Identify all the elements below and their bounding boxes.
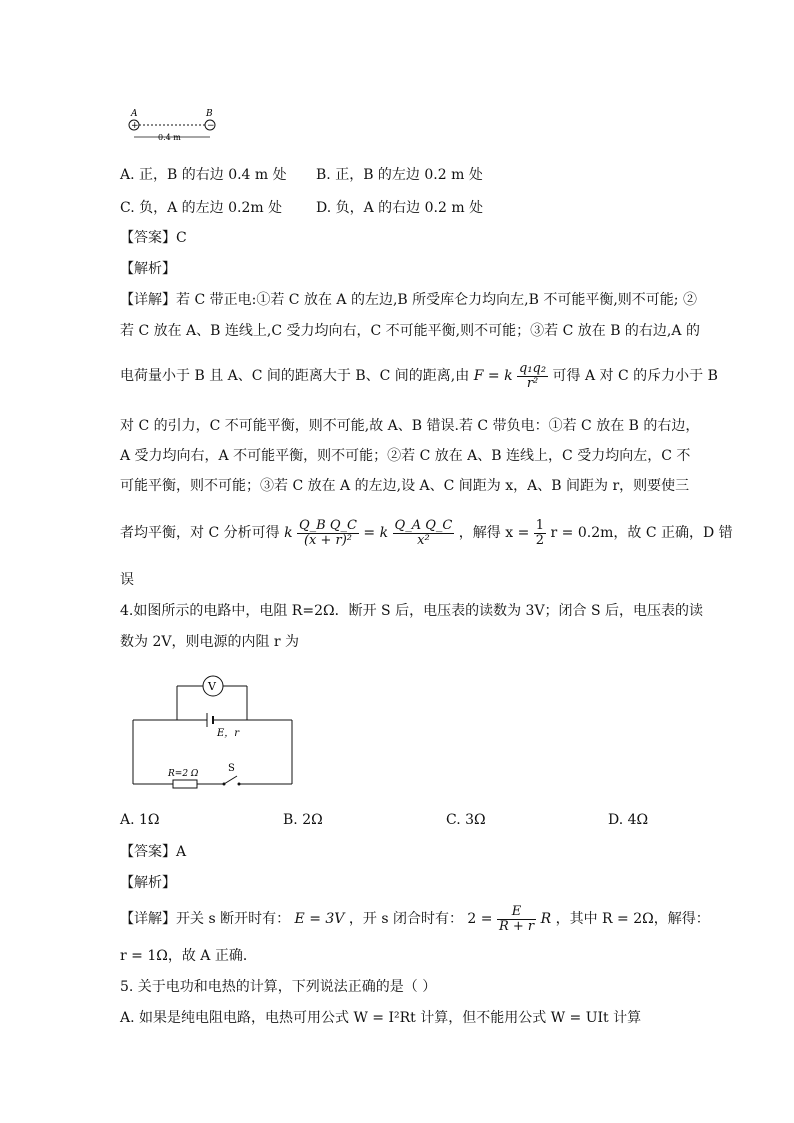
q4-detail-post: ，其中 R = 2Ω，解得： xyxy=(555,911,710,927)
coulomb-fraction xyxy=(517,362,548,391)
q3-detail-line-2: 若 C 放在 A、B 连线上,C 受力均向右，C 不可能平衡,则不可能；③若 C 放在 B 的右边,A 的 xyxy=(120,323,700,339)
q3-line7-solve: ，解得 x = xyxy=(458,525,530,541)
switch-label: S xyxy=(228,763,235,774)
q4-detail-lhs: 2 = xyxy=(467,911,493,927)
q4-conclusion: r = 1Ω，故 A 正确． xyxy=(120,948,257,964)
q3-option-a: A. 正，B 的右边 0.4 m 处 xyxy=(120,167,287,183)
q3-option-d: D. 负，A 的右边 0.2 m 处 xyxy=(316,200,484,216)
q3-detail-line-5: A 受力均向右，A 不可能平衡，则不可能；②若 C 放在 A、B 连线上，C 受力均向左，C 不 xyxy=(120,448,691,464)
q3-option-b: B. 正，B 的左边 0.2 m 处 xyxy=(316,167,483,183)
circuit-numerator: E xyxy=(497,905,536,920)
charge-b-sign: − xyxy=(207,121,215,131)
q4-answer: 【答案】A xyxy=(120,844,187,860)
q3-line7-k1: k xyxy=(284,525,293,541)
charge-a-label: A xyxy=(131,109,138,119)
q3-line3-post: 可得 A 对 C 的斥力小于 B xyxy=(552,368,718,384)
q3-option-c: C. 负，A 的左边 0.2m 处 xyxy=(120,200,283,216)
q3-detail-line-8: 误 xyxy=(120,572,134,588)
resistor-label: R=2 Ω xyxy=(168,769,199,779)
q3-line3-text: 电荷量小于 B 且 A、C 间的距离大于 B、C 间的距离,由 xyxy=(120,368,470,384)
q4-stem-line-2: 数为 2V，则电源的内阻 r 为 xyxy=(120,634,300,650)
q4-detail-r: R xyxy=(540,911,552,927)
circuit-fraction xyxy=(497,905,536,934)
q3-line7-eq: = k xyxy=(363,525,389,541)
q4-detail-mid: ，开 s 闭合时有： xyxy=(348,911,463,927)
coulomb-numerator: q₁q₂ xyxy=(519,360,547,376)
balance-left-denominator: (x + r)² xyxy=(303,532,353,548)
q3-analysis-heading: 【解析】 xyxy=(120,261,176,277)
resistor-body xyxy=(173,780,197,788)
half-denominator: 2 xyxy=(535,532,545,548)
q4-option-a: A. 1Ω xyxy=(120,812,160,828)
q3-line7-post: r = 0.2m，故 C 正确，D 错 xyxy=(550,525,733,541)
q3-answer: 【答案】C xyxy=(120,230,187,246)
q4-option-d: D. 4Ω xyxy=(608,812,649,828)
circuit-figure xyxy=(125,672,300,792)
switch-blade xyxy=(224,776,237,784)
charge-a-sign: + xyxy=(131,121,139,131)
q5-stem: 5. 关于电功和电热的计算，下列说法正确的是（ ） xyxy=(120,979,437,995)
balance-right-numerator: Q_A Q_C xyxy=(394,517,453,533)
voltmeter-label: V xyxy=(208,680,216,693)
circuit-denominator: R + r xyxy=(498,918,535,934)
balance-fraction-right xyxy=(393,519,455,548)
q3-detail-line-6: 可能平衡，则不可能；③若 C 放在 A 的左边,设 A、C 间距为 x，A、B 间距为 r，则要使三 xyxy=(120,478,690,494)
balance-fraction-left xyxy=(297,519,359,548)
q3-line3-formula-lhs: F = k xyxy=(473,368,513,384)
q3-detail-line-3 xyxy=(120,358,718,394)
q3-line7-text: 者均平衡，对 C 分析可得 xyxy=(120,525,280,541)
q3-detail-line-4: 对 C 的引力，C 不可能平衡，则不可能,故 A、B 错误.若 C 带负电：①若 C 放在 B 的右边， xyxy=(120,418,700,434)
q3-detail-line-7 xyxy=(120,513,733,553)
q4-detail-pre: 【详解】开关 s 断开时有： xyxy=(120,911,291,927)
q3-detail-line-1: 【详解】若 C 带正电:①若 C 放在 A 的左边,B 所受库仑力均向左,B 不可能平衡,则不可能; ② xyxy=(120,292,697,308)
q4-detail-line xyxy=(120,901,710,937)
balance-right-denominator: x² xyxy=(417,532,430,548)
coulomb-denominator: r² xyxy=(526,375,539,391)
q4-stem-line-1: 4.如图所示的电路中，电阻 R=2Ω．断开 S 后，电压表的读数为 3V；闭合 S 后，电压表的读 xyxy=(120,603,704,619)
balance-left-numerator: Q_B Q_C xyxy=(299,517,357,533)
half-fraction xyxy=(534,519,546,548)
q4-analysis-heading: 【解析】 xyxy=(120,875,176,891)
q4-option-b: B. 2Ω xyxy=(283,812,323,828)
distance-label: 0.4 m xyxy=(158,133,181,142)
half-numerator: 1 xyxy=(535,517,545,533)
q5-option-a: A. 如果是纯电阻电路，电热可用公式 W = I²Rt 计算，但不能用公式 W = UIt 计算 xyxy=(120,1010,642,1026)
q4-option-c: C. 3Ω xyxy=(446,812,486,828)
charge-b-label: B xyxy=(206,109,213,119)
charges-figure xyxy=(120,106,230,146)
source-label: E，r xyxy=(217,728,240,739)
q4-detail-e: E = 3V xyxy=(294,911,345,927)
